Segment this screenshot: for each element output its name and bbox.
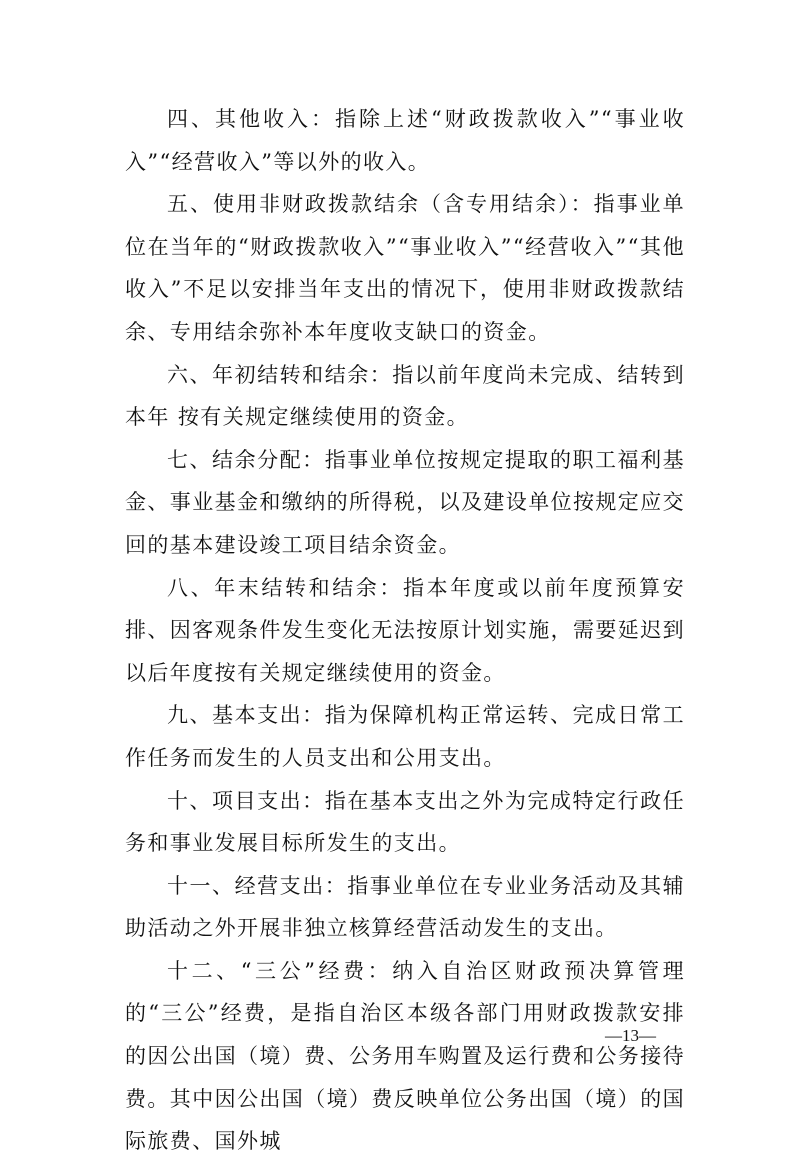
body-text	[125, 98, 685, 1163]
paragraph-opening-carryover: 六、年初结转和结余：指以前年度尚未完成、结转到本年 按有关规定继续使用的资金。	[125, 362, 685, 430]
page-number: —13—	[605, 1026, 656, 1045]
paragraph-closing-carryover: 八、年末结转和结余：指本年度或以前年度预算安排、因客观条件发生变化无法按原计划实施，需要延迟到以后年度按有关规定继续使用的资金。	[125, 575, 685, 685]
paragraph-balance-distribution: 七、结余分配：指事业单位按规定提取的职工福利基金、事业基金和缴纳的所得税，以及建设单位按规定应交回的基本建设竣工项目结余资金。	[125, 447, 685, 557]
paragraph-three-public-expenses: 十二、“三公”经费：纳入自治区财政预决算管理的“三公”经费，是指自治区本级各部门用财政拨款安排的因公出国（境）费、公务用车购置及运行费和公务接待费。其中因公出国（境）费反映单位公务出国（境）的国际旅费、国外城	[125, 958, 685, 1154]
paragraph-basic-expenditure: 九、基本支出：指为保障机构正常运转、完成日常工作任务而发生的人员支出和公用支出。	[125, 703, 685, 770]
paragraph-operating-expenditure: 十一、经营支出：指事业单位在专业业务活动及其辅助活动之外开展非独立核算经营活动发生的支出。	[125, 873, 685, 941]
paragraph-other-income: 四、其他收入：指除上述“财政拨款收入”“事业收入”“经营收入”等以外的收入。	[125, 107, 685, 174]
paragraph-project-expenditure: 十、项目支出：指在基本支出之外为完成特定行政任务和事业发展目标所发生的支出。	[125, 788, 685, 856]
paragraph-non-fiscal-balance: 五、使用非财政拨款结余（含专用结余）：指事业单位在当年的“财政拨款收入”“事业收入”“经营收入”“其他收入”不足以安排当年支出的情况下，使用非财政拨款结余、专用结余弥补本年度收支缺口的资金。	[125, 192, 685, 344]
